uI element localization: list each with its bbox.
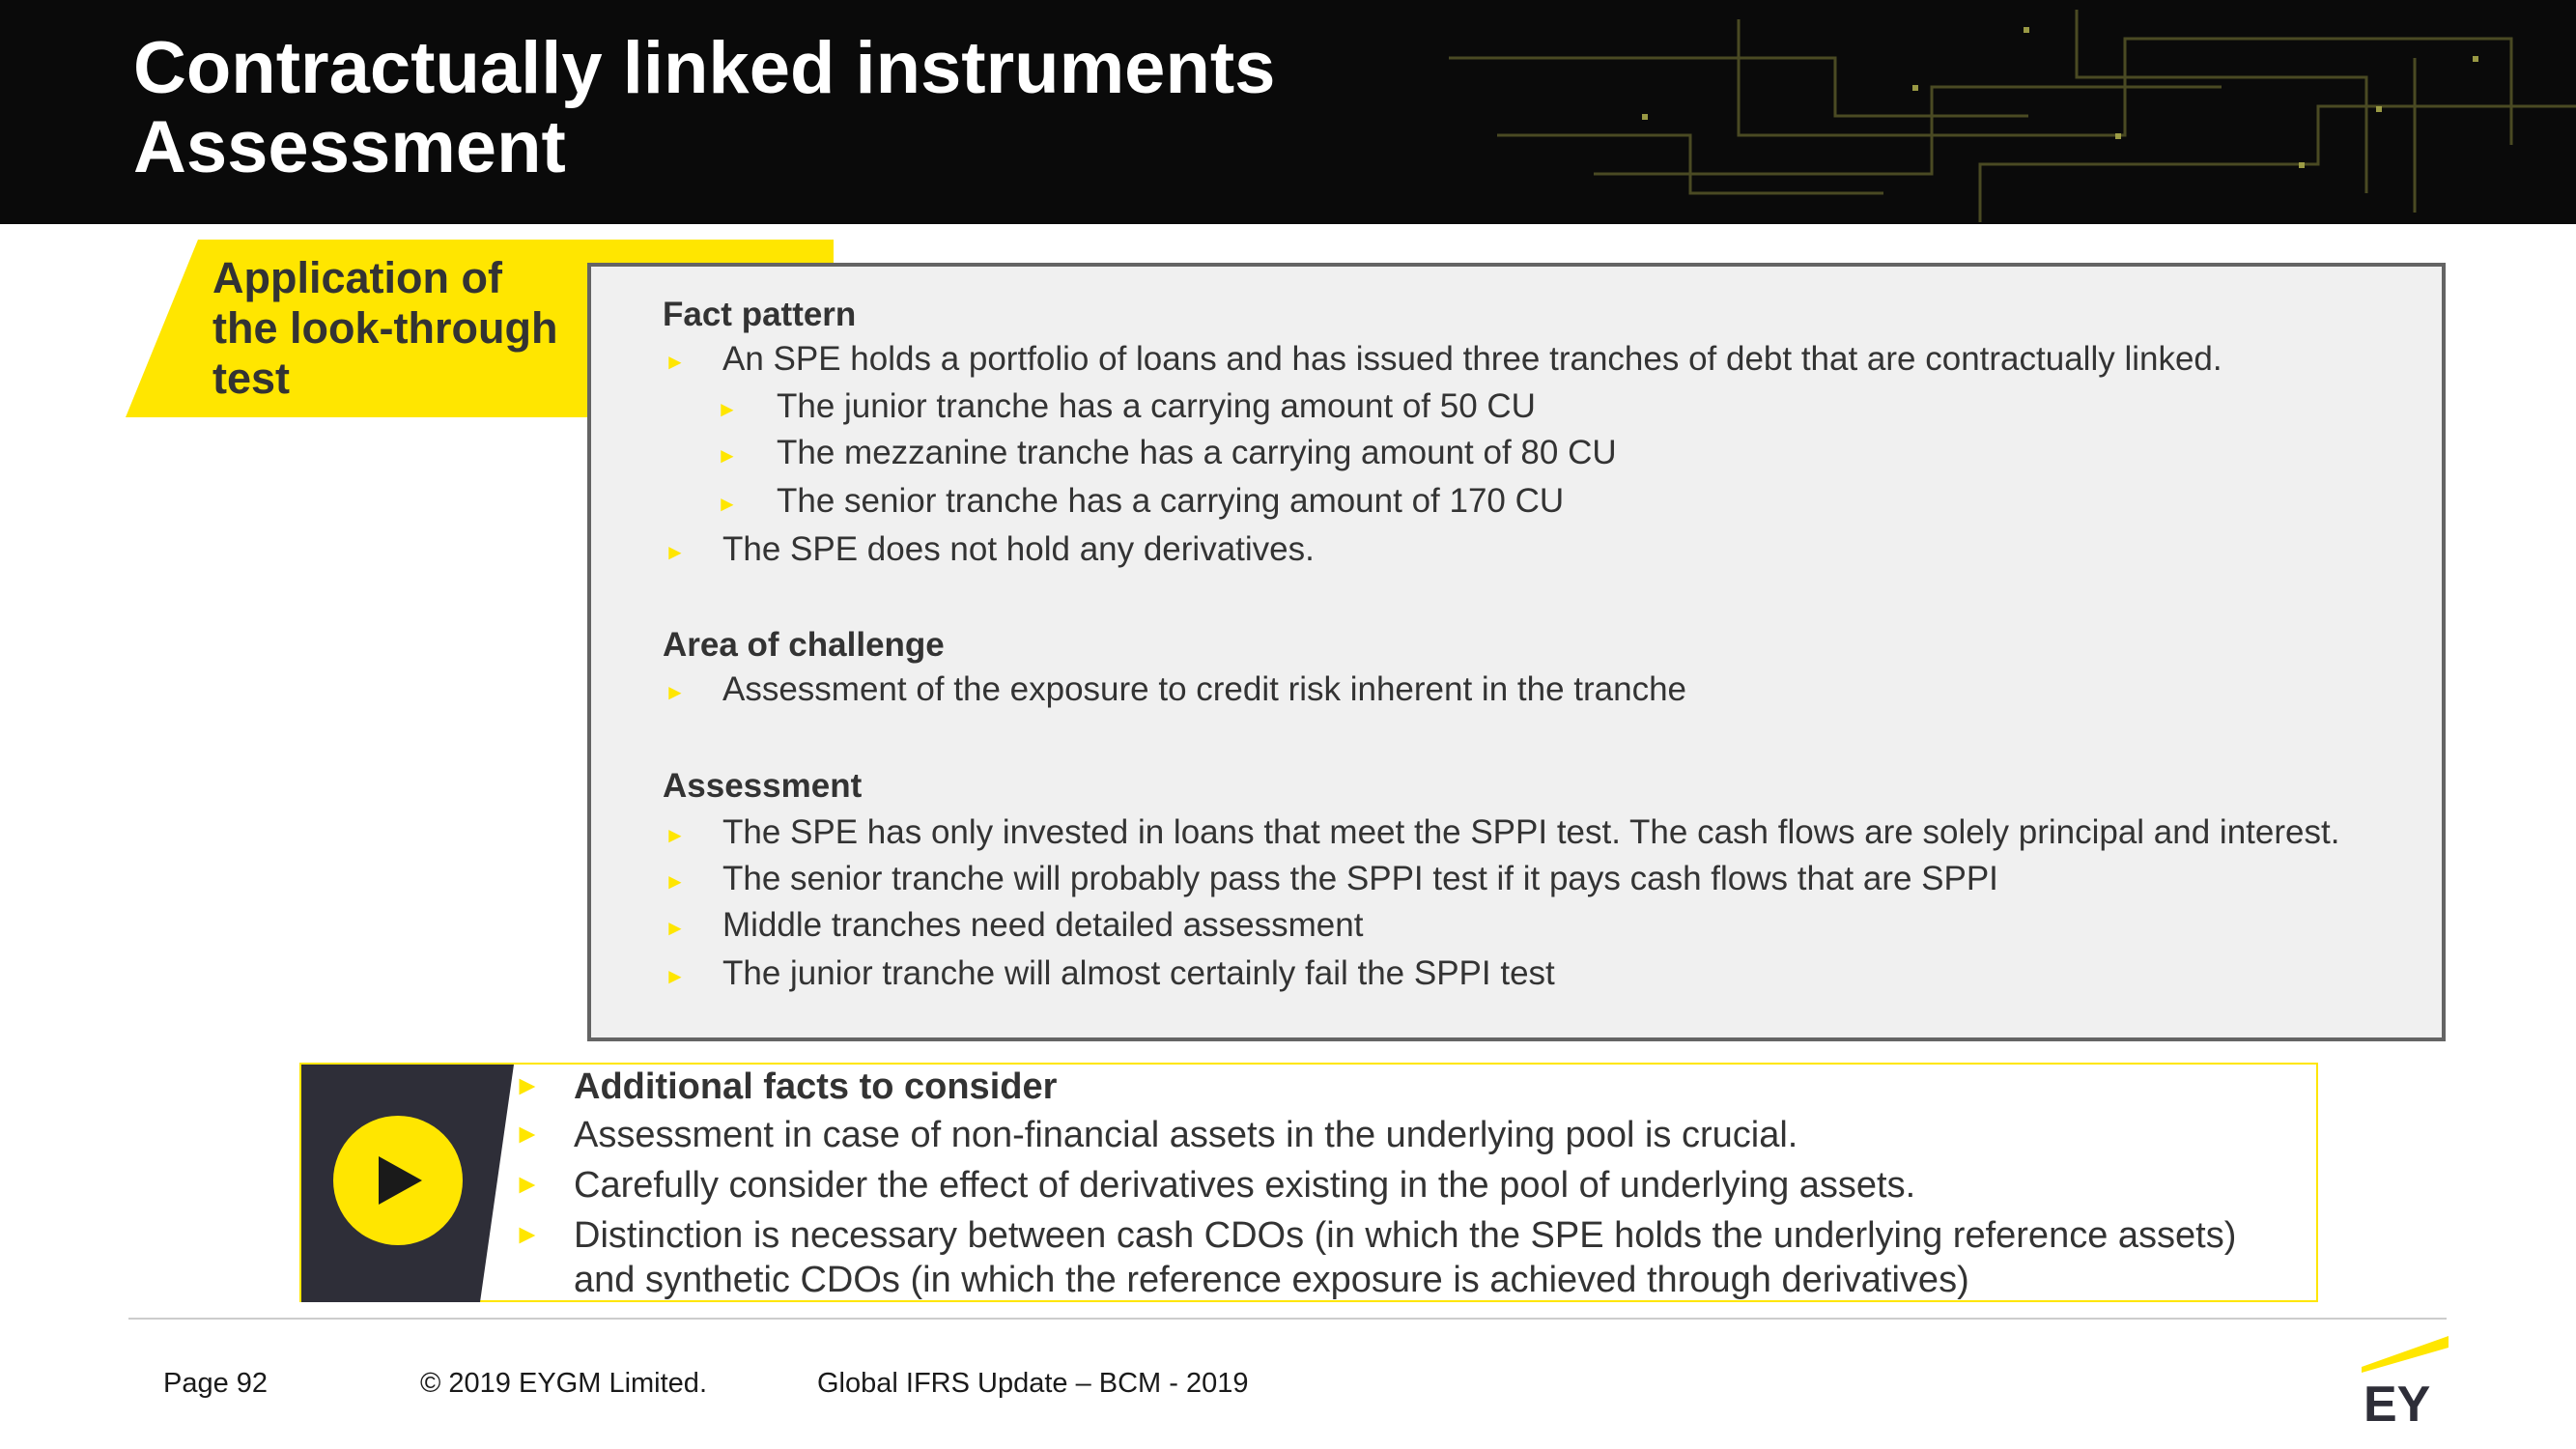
additional-fact-2: Carefully consider the effect of derivatives existing in the pool of underlying assets. (574, 1165, 1916, 1206)
page-title (133, 29, 1275, 187)
play-panel (301, 1065, 533, 1302)
area-of-challenge-title: Area of challenge (663, 626, 945, 664)
bullet-icon: ► (717, 492, 738, 516)
bullet-icon: ► (665, 680, 686, 704)
additional-fact-3-cont: and synthetic CDOs (in which the reference exposure is achieved through derivatives) (574, 1260, 1969, 1300)
assessment-item-2: The senior tranche will probably pass the SPPI test if it pays cash flows that are SPPI (722, 860, 1998, 897)
bullet-icon: ► (514, 1070, 541, 1100)
fact-pattern-title: Fact pattern (663, 296, 857, 333)
fact-pattern-box (587, 263, 2446, 1041)
fact-subitem-mezzanine: The mezzanine tranche has a carrying amount of 80 CU (777, 434, 1617, 471)
bullet-icon: ► (665, 869, 686, 894)
header-banner (0, 0, 2576, 224)
additional-fact-1: Assessment in case of non-financial assets in the underlying pool is crucial. (574, 1115, 1798, 1155)
assessment-item-3: Middle tranches need detailed assessment (722, 906, 1364, 944)
ey-logo (2362, 1336, 2449, 1428)
title-line-2: Assessment (133, 106, 566, 188)
title-line-1: Contractually linked instruments (133, 27, 1276, 109)
logo-text: EY (2364, 1377, 2431, 1428)
bullet-icon: ► (717, 397, 738, 421)
bullet-icon: ► (665, 823, 686, 847)
tag-line-2: the look-through (212, 303, 558, 353)
tag-line-1: Application of (212, 253, 502, 302)
additional-facts-title: Additional facts to consider (574, 1066, 1058, 1107)
copyright: © 2019 EYGM Limited. (420, 1368, 707, 1399)
bullet-icon: ► (717, 443, 738, 468)
assessment-item-4: The junior tranche will almost certainly fail the SPPI test (722, 954, 1555, 992)
bullet-icon: ► (514, 1119, 541, 1149)
bullet-icon: ► (514, 1219, 541, 1249)
challenge-item-1: Assessment of the exposure to credit risk inherent in the tranche (722, 670, 1687, 708)
bullet-icon: ► (665, 916, 686, 940)
assessment-item-1: The SPE has only invested in loans that meet the SPPI test. The cash flows are solely principal and interest. (722, 813, 2340, 851)
fact-item-1: An SPE holds a portfolio of loans and has issued three tranches of debt that are contractually linked. (722, 340, 2222, 378)
bullet-icon: ► (665, 350, 686, 374)
fact-item-derivatives: The SPE does not hold any derivatives. (722, 530, 1315, 568)
fact-subitem-senior: The senior tranche has a carrying amount of 170 CU (777, 482, 1565, 520)
additional-facts-box (299, 1063, 2318, 1302)
additional-fact-3: Distinction is necessary between cash CDOs (in which the SPE holds the underlying reference assets) (574, 1215, 2237, 1256)
assessment-title: Assessment (663, 767, 863, 805)
footer-divider (128, 1318, 2447, 1320)
bullet-icon: ► (514, 1169, 541, 1199)
bullet-icon: ► (665, 540, 686, 564)
fact-subitem-junior: The junior tranche has a carrying amount of 50 CU (777, 387, 1536, 425)
event-name: Global IFRS Update – BCM - 2019 (817, 1368, 1249, 1399)
page-number: Page 92 (163, 1368, 269, 1399)
tag-line-3: test (212, 354, 291, 403)
bullet-icon: ► (665, 964, 686, 988)
